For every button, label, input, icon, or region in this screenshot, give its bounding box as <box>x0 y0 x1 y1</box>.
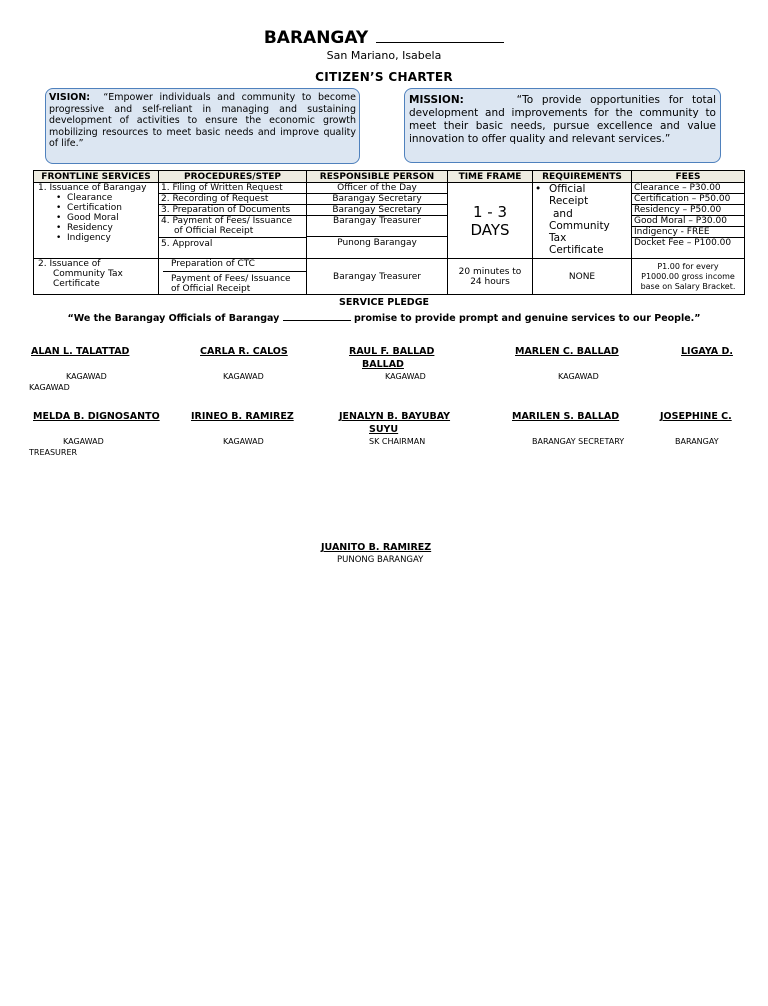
punong-barangay-position: PUNONG BARANGAY <box>337 555 424 565</box>
procedure-step-text: of Official Receipt <box>174 226 254 236</box>
service-item-text: Indigency <box>67 233 111 243</box>
service-title: 1. Issuance of Barangay <box>38 183 147 193</box>
header-fees: FEES <box>632 171 745 183</box>
procedures-cell <box>159 183 307 259</box>
procedures-cell <box>159 259 307 295</box>
fees-cell <box>632 259 745 295</box>
fee-item: Docket Fee – P100.00 <box>634 238 732 248</box>
mission-text: “To provide opportunities for total development and improvements for the community to meet their basic needs, pursue excellence and value innovation to offer quality and relevant services.” <box>409 94 716 145</box>
procedure-step <box>159 216 306 238</box>
service-item-text: Residency <box>67 223 113 233</box>
official-position: KAGAWAD <box>66 372 107 381</box>
mission-box <box>404 88 721 163</box>
requirement-line: Receipt <box>549 195 589 208</box>
barangay-name-blank <box>376 28 504 43</box>
punong-barangay-name: JUANITO B. RAMIREZ <box>321 542 432 553</box>
time-frame-cell <box>448 183 533 259</box>
table-row <box>34 183 745 259</box>
procedure-step: Preparation of CTC <box>163 259 306 272</box>
official-name: CARLA R. CALOS <box>200 346 288 357</box>
official-name-continued: SUYU <box>369 424 399 435</box>
time-frame-value: 1 - 3 <box>472 202 508 221</box>
responsible-person: Barangay Secretary <box>307 205 447 216</box>
fee-item: Certification – P50.00 <box>632 194 744 205</box>
service-cell <box>34 259 159 295</box>
fee-item: Clearance – P30.00 <box>632 183 744 194</box>
fee-item: Residency – P50.00 <box>632 205 744 216</box>
fees-cell <box>632 183 745 259</box>
requirement-line: Official <box>549 183 586 195</box>
procedure-step: 5. Approval <box>161 239 213 249</box>
mission-label: MISSION: <box>409 94 464 106</box>
requirements-cell <box>533 183 632 259</box>
responsible-person: Punong Barangay <box>337 238 417 248</box>
document-title <box>0 28 768 48</box>
time-frame-line: 24 hours <box>470 276 510 287</box>
pledge-text-b: promise to provide prompt and genuine services to our People.” <box>353 313 701 324</box>
vision-text: “Empower individuals and community to become progressive and self-reliant in managing and sustaining development of activities to ensure the economic growth mobilizing resources to meet basic needs and improve quality of life.” <box>49 92 356 149</box>
charter-title: CITIZEN’S CHARTER <box>315 70 453 84</box>
official-name: IRINEO B. RAMIREZ <box>191 411 294 422</box>
official-position: KAGAWAD <box>223 372 264 381</box>
official-position: KAGAWAD <box>385 372 426 381</box>
bullet: • <box>535 183 542 195</box>
official-position: SK CHAIRMAN <box>369 437 426 446</box>
time-frame-cell <box>448 259 533 295</box>
requirement-line: Tax <box>549 232 567 245</box>
requirements-cell: NONE <box>533 259 632 295</box>
official-name: ALAN L. TALATTAD <box>31 346 130 357</box>
service-item: • Indigency <box>56 233 111 243</box>
time-frame-line: 20 minutes to <box>458 266 522 277</box>
service-cell <box>34 183 159 259</box>
location: San Mariano, Isabela <box>326 49 442 62</box>
fee-line: P1.00 for every <box>657 261 719 271</box>
service-pledge-text <box>0 311 768 324</box>
official-name: LIGAYA D. <box>681 346 733 357</box>
pledge-text-a: “We the Barangay Officials of Barangay <box>67 313 280 324</box>
official-position: BARANGAY <box>675 437 719 446</box>
official-name: MARLEN C. BALLAD <box>515 346 619 357</box>
procedure-step-text: of Official Receipt <box>171 284 251 294</box>
fee-item: Good Moral – P30.00 <box>632 216 744 227</box>
responsible-person: Barangay Treasurer <box>307 216 447 237</box>
responsible-cell <box>307 183 448 259</box>
procedure-step-text: 4. Payment of Fees/ Issuance <box>161 216 293 226</box>
fee-line: base on Salary Bracket. <box>640 281 736 291</box>
service-item: • Clearance <box>56 193 113 203</box>
official-position: KAGAWAD <box>223 437 264 446</box>
procedure-step: 3. Preparation of Documents <box>159 205 306 216</box>
vision-box <box>45 88 360 164</box>
responsible-person: Barangay Secretary <box>307 194 447 205</box>
service-title: Certificate <box>53 279 100 289</box>
responsible-person: Officer of the Day <box>307 183 447 194</box>
header-time-frame: TIME FRAME <box>448 171 533 183</box>
service-item: • Residency <box>56 223 113 233</box>
official-name: JENALYN B. BAYUBAY <box>339 411 451 422</box>
header-requirements: REQUIREMENTS <box>533 171 632 183</box>
fee-item: Indigency - FREE <box>632 227 744 238</box>
official-position: BARANGAY SECRETARY <box>532 437 625 446</box>
service-pledge-heading: SERVICE PLEDGE <box>339 297 429 308</box>
service-title: 2. Issuance of <box>38 259 101 269</box>
procedure-step <box>163 272 306 294</box>
pledge-blank <box>283 311 351 321</box>
requirement-line: Community <box>549 219 610 232</box>
official-position: KAGAWAD <box>29 383 70 392</box>
service-title: Community Tax <box>53 269 123 279</box>
service-item: • Certification <box>56 203 122 213</box>
service-item: • Good Moral <box>56 213 119 223</box>
procedure-step: 2. Recording of Request <box>159 194 306 205</box>
requirement-line: and <box>553 207 573 220</box>
table-row <box>34 259 745 295</box>
header-procedures: PROCEDURES/STEP <box>159 171 307 183</box>
procedure-step: 1. Filing of Written Request <box>159 183 306 194</box>
requirement-line: Certificate <box>549 244 604 257</box>
official-position: KAGAWAD <box>63 437 104 446</box>
services-table <box>33 170 745 295</box>
official-name: JOSEPHINE C. <box>660 411 732 422</box>
time-frame-unit: DAYS <box>470 220 510 239</box>
service-item-text: Certification <box>67 203 122 213</box>
official-name-continued: BALLAD <box>362 359 404 370</box>
title-text: BARANGAY <box>263 28 369 48</box>
procedure-step-text: Payment of Fees/ Issuance <box>171 274 291 284</box>
header-responsible-person: RESPONSIBLE PERSON <box>307 171 448 183</box>
official-name: RAUL F. BALLAD <box>349 346 435 357</box>
table-header-row <box>34 171 745 183</box>
official-position: KAGAWAD <box>558 372 599 381</box>
official-name: MARILEN S. BALLAD <box>512 411 620 422</box>
official-name: MELDA B. DIGNOSANTO <box>33 411 160 422</box>
official-position-continued: TREASURER <box>29 448 78 457</box>
vision-label: VISION: <box>49 92 91 103</box>
service-item-text: Good Moral <box>67 213 119 223</box>
fee-line: P1000.00 gross income <box>641 271 735 281</box>
service-item-text: Clearance <box>67 193 113 203</box>
responsible-cell: Barangay Treasurer <box>307 259 448 295</box>
header-frontline-services: FRONTLINE SERVICES <box>34 171 159 183</box>
